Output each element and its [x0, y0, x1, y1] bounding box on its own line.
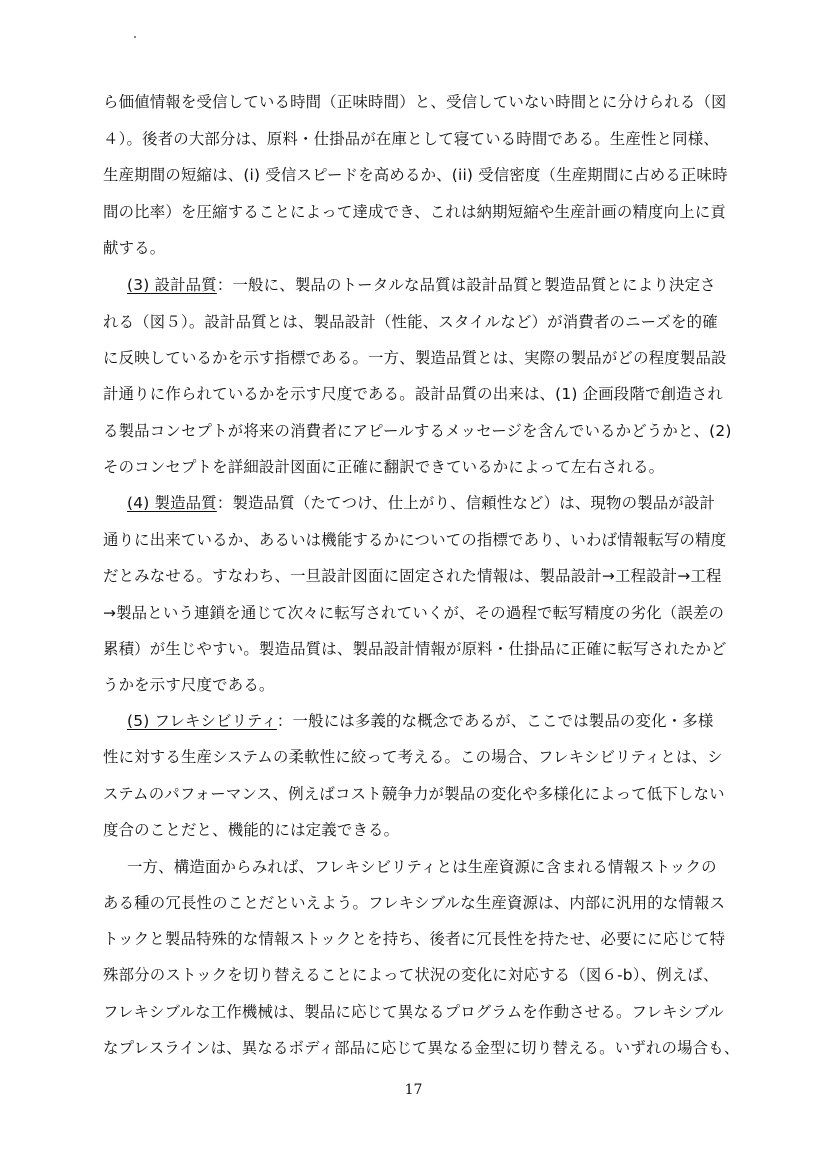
- text-line: 一方、構造面からみれば、フレキシビリティとは生産資源に含まれる情報ストックの: [127, 858, 717, 876]
- text-line: 性に対する生産システムの柔軟性に絞って考える。この場合、フレキシビリティとは、シ: [103, 748, 723, 766]
- text-line: 通りに出来ているか、あるいは機能するかについての指標であり、いわば情報転写の精度: [103, 531, 727, 549]
- text-line: トックと製品特殊的な情報ストックとを持ち、後者に冗長性を持たせ、必要にに応じて特: [103, 930, 726, 948]
- text-line: 間の比率）を圧縮することによって達成でき、これは納期短縮や生産計画の精度向上に貢: [103, 203, 727, 221]
- text-line: れる（図５）。設計品質とは、製品設計（性能、スタイルなど）が消費者のニーズを的確: [103, 313, 718, 331]
- heading-flexibility: (5) フレキシビリティ: [127, 712, 277, 730]
- text-line: フレキシブルな工作機械は、製品に応じて異なるプログラムを作動させる。フレキシブル: [103, 1003, 724, 1021]
- text-line: 計通りに作られているかを示す尺度である。設計品質の出来は、(1) 企画段階で創造され: [103, 385, 723, 403]
- text-line: ：一般には多義的な概念であるが、ここでは製品の変化・多様: [276, 712, 714, 730]
- heading-design-quality: (3) 設計品質: [127, 276, 217, 294]
- paragraph-manufacturing-quality-start: [127, 490, 771, 516]
- text-line: ：製造品質（たてつけ、仕上がり、信頼性など）は、現物の製品が設計: [216, 494, 716, 512]
- text-line: 生産期間の短縮は、(i) 受信スピードを高めるか、(ii) 受信密度（生産期間に占める正味時: [103, 166, 728, 184]
- text-line: 献する。: [103, 239, 166, 257]
- text-line: に反映しているかを示す指標である。一方、製造品質とは、実際の製品がどの程度製品設: [103, 349, 727, 367]
- text-line: 累積）が生じやすい。製造品質は、製品設計情報が原料・仕掛品に正確に転写されたかど: [103, 640, 727, 658]
- text-line: ４）。後者の大部分は、原料・仕掛品が在庫として寝ている時間である。生産性と同様、: [103, 130, 719, 148]
- heading-manufacturing-quality: (4) 製造品質: [127, 494, 217, 512]
- text-line: 度合のことだと、機能的には定義できる。: [103, 821, 400, 839]
- text-line: ある種の冗長性のことだといえよう。フレキシブルな生産資源は、内部に汎用的な情報ス: [103, 894, 726, 912]
- text-line: だとみなせる。すなわち、一旦設計図面に固定された情報は、製品設計→工程設計→工程: [103, 567, 722, 585]
- paragraph-design-quality-start: [127, 272, 771, 298]
- text-line: そのコンセプトを詳細設計図面に正確に翻訳できているかによって左右される。: [103, 458, 665, 476]
- scan-speck: [134, 36, 136, 38]
- text-line: ：一般に、製品のトータルな品質は設計品質と製造品質とにより決定さ: [216, 276, 716, 294]
- paragraph-flexibility-start: [127, 708, 771, 734]
- text-line: ら価値情報を受信している時間（正味時間）と、受信していない時間とに分けられる（図: [103, 93, 727, 111]
- text-line: うかを示す尺度である。: [103, 676, 275, 694]
- text-line: 殊部分のストックを切り替えることによって状況の変化に対応する（図６-b）、例えば、: [103, 966, 719, 984]
- text-line: →製品という連鎖を通じて次々に転写されていくが、その過程で転写精度の劣化（誤差の: [103, 604, 725, 622]
- text-line: なプレスラインは、異なるボディ部品に応じて異なる金型に切り替える。いずれの場合も、: [103, 1039, 740, 1057]
- text-line: る製品コンセプトが将来の消費者にアピールするメッセージを含んでいるかどうかと、(2): [103, 422, 732, 440]
- text-line: ステムのパフォーマンス、例えばコスト競争力が製品の変化や多様化によって低下しない: [103, 785, 725, 803]
- page-number: 17: [404, 1082, 423, 1098]
